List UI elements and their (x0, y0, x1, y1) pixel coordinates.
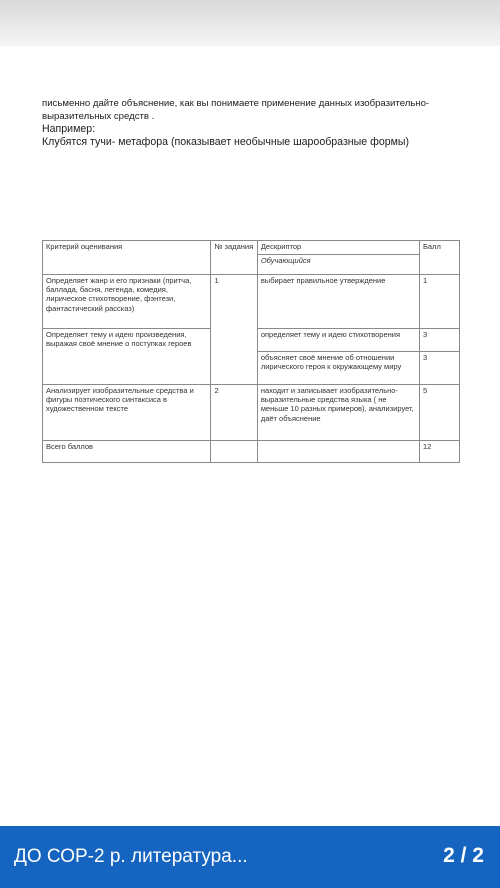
total-descriptor-empty (257, 441, 419, 463)
intro-line-4: Клубятся тучи- метафора (показывает необычные шарообразные формы) (42, 135, 410, 148)
row2-descriptor: определяет тему и идею стихотворения (257, 329, 419, 352)
header-criterion: Критерий оценивания (43, 241, 211, 275)
intro-text (42, 98, 462, 148)
document-title-bar[interactable] (0, 826, 500, 888)
row2-score: 3 (419, 329, 459, 352)
row4-score: 5 (419, 385, 459, 441)
header-score: Балл (419, 241, 459, 275)
document-title: ДО СОР-2 р. литература... (14, 846, 248, 867)
row1-score: 1 (419, 275, 459, 329)
row1-criterion: Определяет жанр и его признаки (притча, баллада, басня, легенда, комедия, лирическое стихотворение, фэнтези, фантастический рассказ) (43, 275, 211, 329)
total-score: 12 (419, 441, 459, 463)
row1-task: 1 (211, 275, 257, 385)
row4-task: 2 (211, 385, 257, 441)
total-label: Всего баллов (43, 441, 211, 463)
document-page[interactable] (0, 46, 500, 826)
header-task-no: № задания (211, 241, 257, 275)
total-task-empty (211, 441, 257, 463)
intro-line-3: Например: (42, 123, 96, 135)
row3-score: 3 (419, 352, 459, 385)
row2-criterion: Определяет тему и идею произведения, выражая своё мнение о поступках героев (43, 329, 211, 385)
intro-line-1: письменно дайте объяснение, как вы понимаете применение данных изобразительно- (42, 98, 430, 109)
row4-descriptor: находит и записывает изобразительно-выразительные средства языка ( не меньше 10 разных примеров), анализирует, даёт объяснение (257, 385, 419, 441)
header-descriptor: Дескриптор (257, 241, 419, 255)
row4-criterion: Анализирует изобразительные средства и фигуры поэтического синтаксиса в художественном тексте (43, 385, 211, 441)
header-student: Обучающийся (257, 255, 419, 275)
criteria-table (42, 240, 460, 463)
page-counter: 2 / 2 (443, 844, 484, 867)
row3-descriptor: объясняет своё мнение об отношении лирического героя к окружающему миру (257, 352, 419, 385)
intro-line-2: выразительных средств . (42, 110, 155, 122)
top-toolbar-shadow (0, 0, 500, 46)
row1-descriptor: выбирает правильное утверждение (257, 275, 419, 329)
